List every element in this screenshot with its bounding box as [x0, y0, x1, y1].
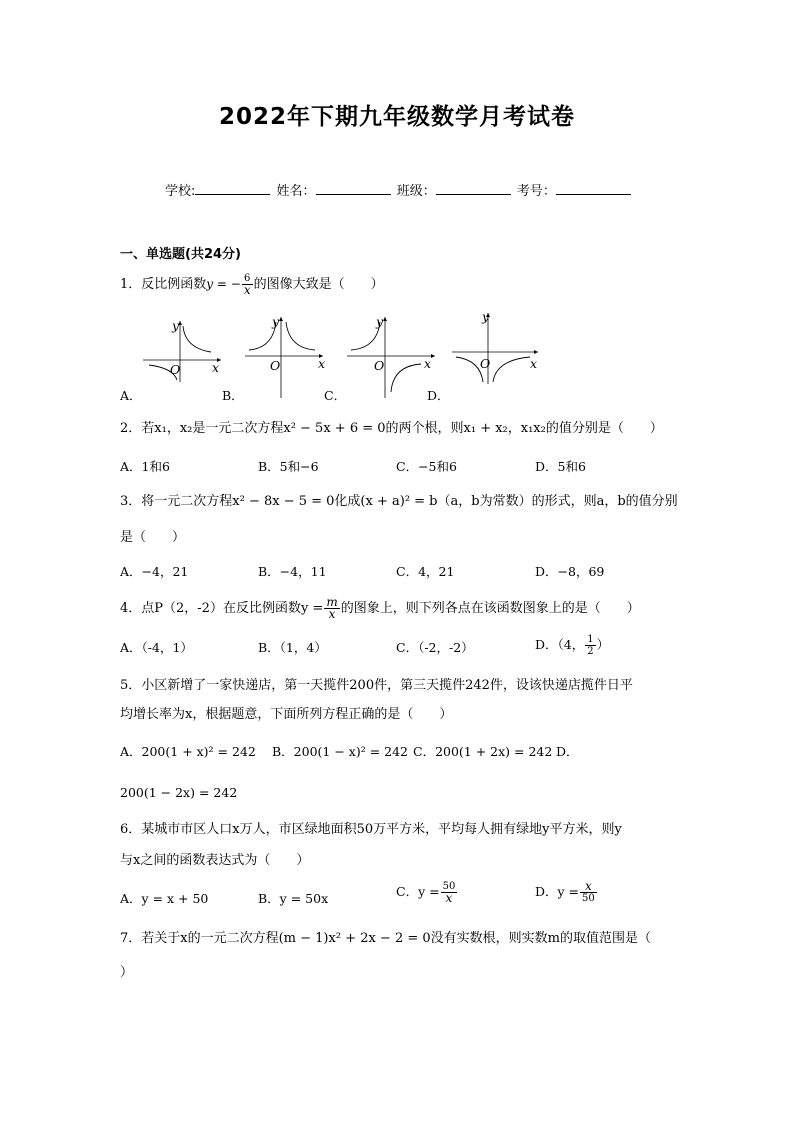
q1-fraction: $\frac{6}{x}$	[243, 273, 251, 297]
graph-c-y-label: y	[376, 314, 384, 329]
q5-option-d[interactable]: D．	[556, 744, 579, 759]
q6-option-d[interactable]: D．y = $\frac{x}{50}$	[535, 879, 595, 904]
class-blank[interactable]	[436, 182, 511, 195]
graph-b-origin: O	[270, 358, 281, 373]
graph-d-y-label: y	[482, 309, 490, 324]
q4-text-b: 的图象上，则下列各点在该函数图象上的是（ ）	[340, 601, 640, 616]
school-blank[interactable]	[195, 182, 270, 195]
q4-option-a[interactable]: A．（-4，1）	[120, 640, 193, 655]
exam-no-blank[interactable]	[556, 182, 631, 195]
q3-option-b[interactable]: B．−4，11	[258, 564, 327, 579]
graph-c-origin: O	[374, 358, 385, 373]
q1-option-c[interactable]: C．	[324, 388, 347, 403]
question-6-line-2: 与x之间的函数表达式为（ ）	[120, 853, 310, 868]
q2-option-c[interactable]: C．−5和6	[396, 459, 457, 474]
graph-a-y-label: y	[172, 318, 180, 333]
q2-option-a[interactable]: A．1和6	[120, 459, 170, 474]
question-7-line-2: ）	[120, 965, 134, 980]
q1-option-d[interactable]: D．	[427, 388, 450, 403]
question-7-line-1: 7．若关于x的一元二次方程(m − 1)x² + 2x − 2 = 0没有实数根，则实数m的取值范围是（	[120, 931, 651, 946]
question-4	[120, 597, 640, 620]
graph-a-x-label: x	[212, 360, 220, 375]
q5-option-b[interactable]: B．200(1 − x)² = 242	[272, 744, 409, 759]
graph-d-x-label: x	[530, 356, 538, 371]
q4-text-a: 4．点P（2，-2）在反比例函数y =	[120, 601, 324, 616]
q2-option-b[interactable]: B．5和−6	[258, 459, 319, 474]
q4-option-c[interactable]: C．（-2，-2）	[396, 640, 474, 655]
question-3-line-1: 3．将一元二次方程x² − 8x − 5 = 0化成(x + a)² = b（a，b为常数）的形式，则a，b的值分别	[120, 494, 678, 509]
q1-expr: y = −	[206, 277, 241, 291]
q1-option-a[interactable]: A．	[120, 388, 142, 403]
q6-option-c[interactable]: C．y = $\frac{50}{x}$	[396, 881, 456, 905]
question-5-line-2: 均增长率为x，根据题意，下面所列方程正确的是（ ）	[120, 707, 453, 722]
q3-option-c[interactable]: C．4，21	[396, 564, 455, 579]
graph-a	[143, 318, 223, 383]
q1-option-b[interactable]: B．	[222, 388, 244, 403]
name-blank[interactable]	[316, 182, 391, 195]
question-3-line-2: 是（ ）	[120, 530, 186, 545]
q1-text-b: 的图像大致是（ ）	[253, 277, 384, 292]
graph-d	[452, 310, 542, 385]
graph-b-x-label: x	[318, 356, 326, 371]
question-6-line-1: 6．某城市市区人口x万人，市区绿地面积50万平方米，平均每人拥有绿地y平方米，则y	[120, 822, 622, 837]
student-info-row	[165, 180, 633, 199]
graph-d-origin: O	[480, 356, 491, 371]
q5-option-d-equation[interactable]: 200(1 − 2x) = 242	[120, 785, 238, 800]
graph-b-y-label: y	[272, 314, 280, 329]
exam-no-label: 考号：	[516, 184, 556, 199]
section-heading: 一、单选题(共24分)	[120, 247, 241, 262]
graph-c-x-label: x	[424, 356, 432, 371]
name-label: 姓名：	[276, 184, 316, 199]
question-2: 2．若x₁，x₂是一元二次方程x² − 5x + 6 = 0的两个根，则x₁ + x₂，x₁x₂的值分别是（ ）	[120, 421, 663, 436]
q4-option-b[interactable]: B．（1，4）	[258, 640, 327, 655]
graph-b	[245, 314, 325, 399]
q6-option-a[interactable]: A．y = x + 50	[120, 891, 209, 906]
q4-fraction: $\frac{m}{x}$	[326, 595, 338, 621]
school-label: 学校:	[165, 184, 196, 199]
q4-option-d[interactable]: D．（4， $\frac{1}{2}$ ）	[535, 634, 610, 657]
question-5-line-1: 5．小区新增了一家快递店，第一天揽件200件，第三天揽件242件，设该快递店揽件日平	[120, 678, 633, 693]
question-1	[120, 273, 384, 296]
class-label: 班级：	[396, 184, 436, 199]
q5-option-c[interactable]: C．200(1 + 2x) = 242	[413, 744, 553, 759]
graph-a-origin: O	[170, 362, 181, 377]
page-title: 2022年下期九年级数学月考试卷	[218, 104, 575, 130]
q3-option-a[interactable]: A．−4，21	[120, 564, 189, 579]
q1-text-a: 1．反比例函数	[120, 277, 207, 292]
q3-option-d[interactable]: D．−8，69	[535, 564, 605, 579]
q5-option-a[interactable]: A．200(1 + x)² = 242	[120, 744, 256, 759]
q2-option-d[interactable]: D．5和6	[535, 459, 586, 474]
q6-option-b[interactable]: B．y = 50x	[258, 891, 329, 906]
